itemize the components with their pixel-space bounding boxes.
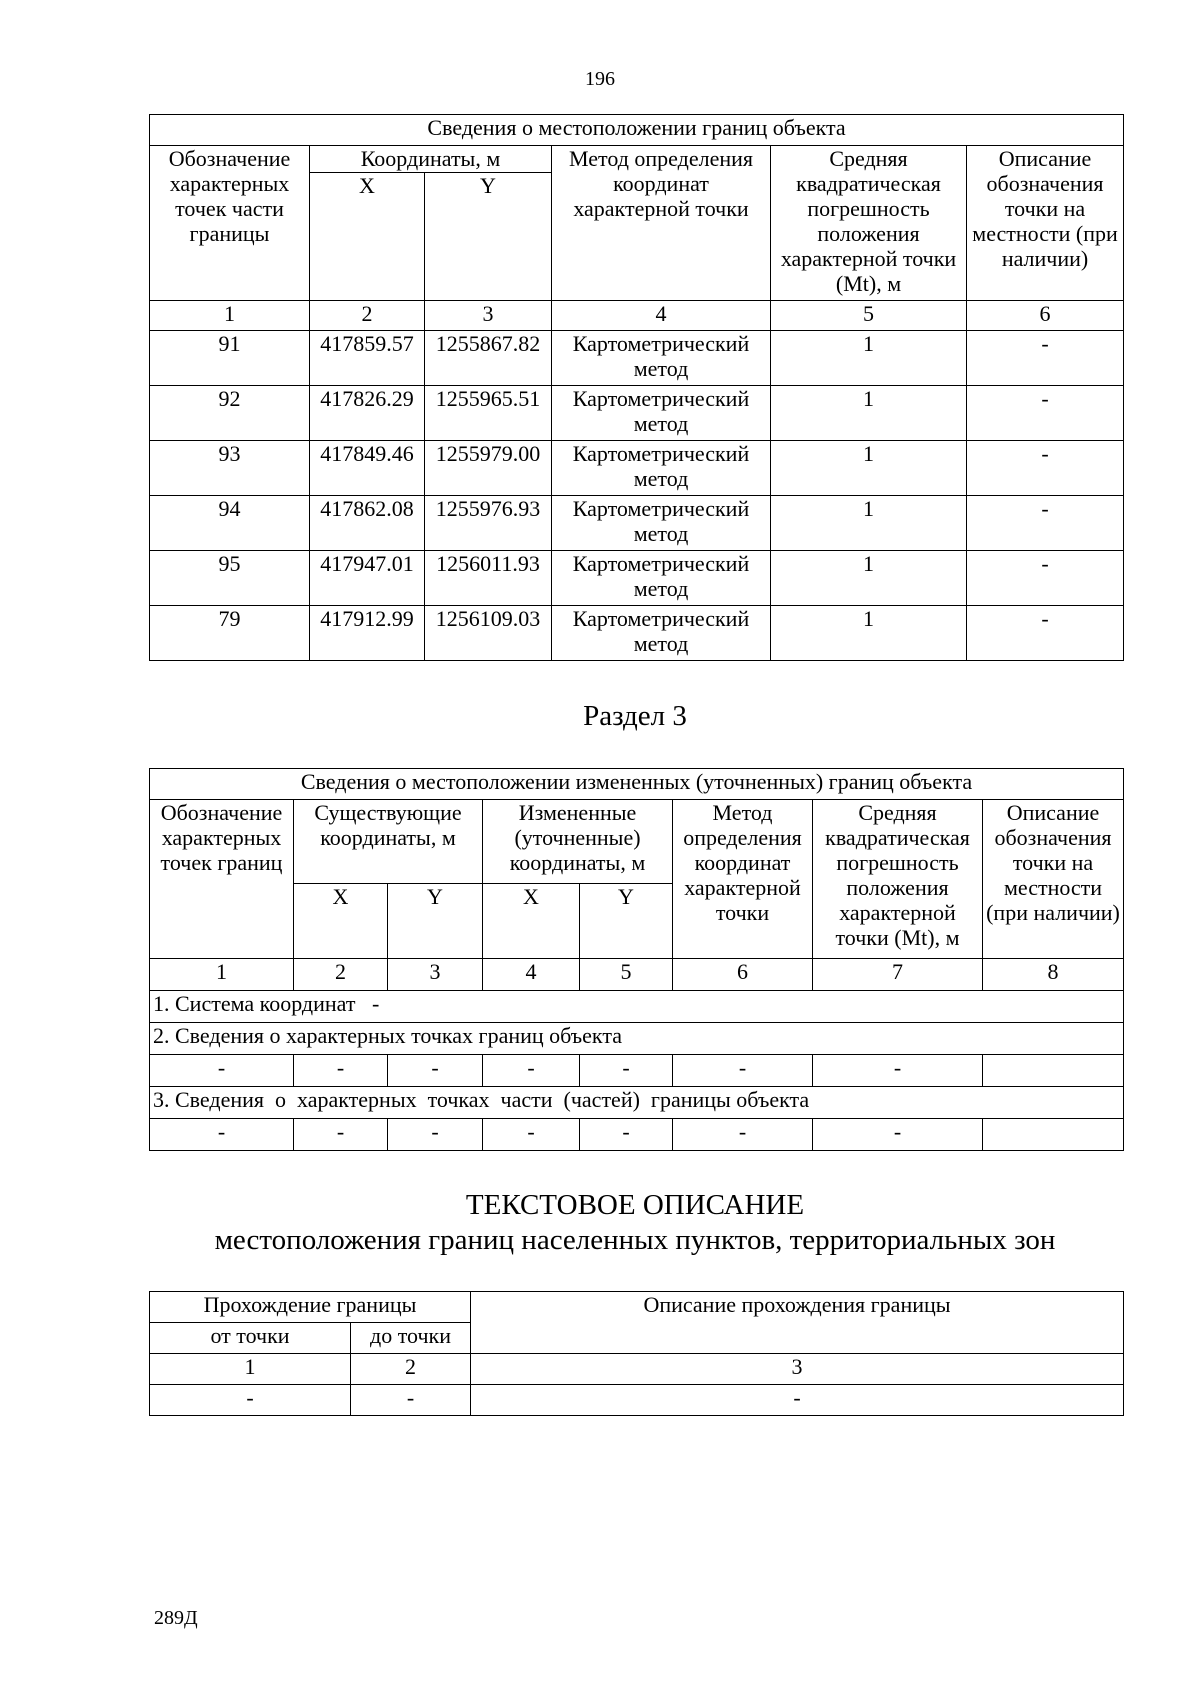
header-method: Метод определения координат характерной точки	[552, 146, 771, 301]
cell-description: -	[967, 606, 1124, 661]
cell-point: 79	[150, 606, 310, 661]
cell-error: 1	[771, 441, 967, 496]
cell: -	[294, 1055, 388, 1087]
footer-code: 289Д	[154, 1607, 198, 1629]
col-number: 5	[771, 301, 967, 331]
table-row	[150, 551, 1124, 606]
cell-description: -	[967, 331, 1124, 386]
cell-error: 1	[771, 606, 967, 661]
document-title: ТЕКСТОВОЕ ОПИСАНИЕ	[465, 1189, 805, 1221]
cell-error: 1	[771, 331, 967, 386]
cell-error: 1	[771, 551, 967, 606]
cell-x: 417862.08	[310, 496, 425, 551]
cell-point: 92	[150, 386, 310, 441]
cell: -	[483, 1055, 580, 1087]
cell-point: 93	[150, 441, 310, 496]
cell-method: Картометрический метод	[552, 606, 771, 661]
header-description: Описание обозначения точки на местности (при наличии)	[967, 146, 1124, 301]
header-designation: Обозначение характерных точек части границы	[150, 146, 310, 301]
cell: -	[388, 1119, 483, 1151]
col-number: 4	[552, 301, 771, 331]
col-number: 4	[483, 959, 580, 991]
col-number: 6	[673, 959, 813, 991]
cell: -	[813, 1119, 983, 1151]
header-designation: Обозначение характерных точек границ	[150, 800, 294, 959]
cell-x: 417826.29	[310, 386, 425, 441]
header-x: X	[310, 173, 425, 301]
cell-method: Картометрический метод	[552, 441, 771, 496]
col-number: 3	[388, 959, 483, 991]
col-number: 1	[150, 301, 310, 331]
cell-x: 417947.01	[310, 551, 425, 606]
col-number: 1	[150, 959, 294, 991]
cell-point: 94	[150, 496, 310, 551]
boundary-points-table	[149, 114, 1124, 661]
header-y: Y	[425, 173, 552, 301]
coordinate-system-row: 1. Система координат -	[150, 991, 1124, 1023]
cell: -	[150, 1055, 294, 1087]
cell: -	[673, 1055, 813, 1087]
col-number: 8	[983, 959, 1124, 991]
table-row	[150, 386, 1124, 441]
col-number: 3	[425, 301, 552, 331]
table-row	[150, 1119, 1124, 1151]
changed-boundaries-table	[149, 768, 1124, 1151]
cell-x: 417849.46	[310, 441, 425, 496]
table-row	[150, 331, 1124, 386]
col-number: 5	[580, 959, 673, 991]
cell	[983, 1055, 1124, 1087]
cell-description: -	[967, 386, 1124, 441]
header-y-changed: Y	[580, 883, 673, 958]
header-existing-coords: Существующие координаты, м	[294, 800, 483, 884]
cell: -	[294, 1119, 388, 1151]
table-row	[150, 606, 1124, 661]
cell-y: 1256109.03	[425, 606, 552, 661]
part-boundary-section-row: 3. Сведения о характерных точках части (частей) границы объекта	[150, 1087, 1124, 1119]
table-row	[150, 496, 1124, 551]
cell	[983, 1119, 1124, 1151]
header-to-point: до точки	[351, 1323, 471, 1354]
table-row	[150, 1385, 1124, 1416]
cell-error: 1	[771, 386, 967, 441]
col-number: 2	[310, 301, 425, 331]
table-row	[150, 1055, 1124, 1087]
cell-method: Картометрический метод	[552, 331, 771, 386]
cell: -	[351, 1385, 471, 1416]
cell: -	[483, 1119, 580, 1151]
cell-y: 1255976.93	[425, 496, 552, 551]
boundary-points-section-row: 2. Сведения о характерных точках границ объекта	[150, 1023, 1124, 1055]
section-title: Раздел 3	[583, 700, 687, 732]
col-number: 6	[967, 301, 1124, 331]
table1-title: Сведения о местоположении границ объекта	[150, 115, 1124, 146]
cell: -	[471, 1385, 1124, 1416]
boundary-description-table	[149, 1291, 1124, 1416]
header-description: Описание обозначения точки на местности (при наличии)	[983, 800, 1124, 959]
cell-point: 91	[150, 331, 310, 386]
cell-description: -	[967, 441, 1124, 496]
cell: -	[388, 1055, 483, 1087]
cell: -	[580, 1055, 673, 1087]
header-method: Метод определения координат характерной точки	[673, 800, 813, 959]
header-x-existing: X	[294, 883, 388, 958]
cell-y: 1255979.00	[425, 441, 552, 496]
col-number: 2	[351, 1354, 471, 1385]
col-number: 3	[471, 1354, 1124, 1385]
cell-x: 417859.57	[310, 331, 425, 386]
page-number: 196	[585, 68, 615, 90]
cell: -	[150, 1385, 351, 1416]
table2-title: Сведения о местоположении измененных (уточненных) границ объекта	[150, 769, 1124, 800]
header-coords: Координаты, м	[310, 146, 552, 173]
header-from-point: от точки	[150, 1323, 351, 1354]
cell: -	[673, 1119, 813, 1151]
document-subtitle: местоположения границ населенных пунктов, территориальных зон	[214, 1224, 1056, 1256]
cell: -	[813, 1055, 983, 1087]
cell-y: 1255965.51	[425, 386, 552, 441]
table-row	[150, 441, 1124, 496]
cell-point: 95	[150, 551, 310, 606]
cell-description: -	[967, 496, 1124, 551]
cell-y: 1255867.82	[425, 331, 552, 386]
cell-y: 1256011.93	[425, 551, 552, 606]
col-number: 1	[150, 1354, 351, 1385]
cell: -	[580, 1119, 673, 1151]
cell-description: -	[967, 551, 1124, 606]
header-error: Средняя квадратическая погрешность положения характерной точки (Mt), м	[813, 800, 983, 959]
cell-error: 1	[771, 496, 967, 551]
col-number: 2	[294, 959, 388, 991]
cell-method: Картометрический метод	[552, 496, 771, 551]
header-passage-description: Описание прохождения границы	[471, 1292, 1124, 1354]
cell-method: Картометрический метод	[552, 386, 771, 441]
cell: -	[150, 1119, 294, 1151]
cell-x: 417912.99	[310, 606, 425, 661]
header-error: Средняя квадратическая погрешность положения характерной точки (Mt), м	[771, 146, 967, 301]
cell-method: Картометрический метод	[552, 551, 771, 606]
header-changed-coords: Измененные (уточненные) координаты, м	[483, 800, 673, 884]
header-passage: Прохождение границы	[150, 1292, 471, 1323]
header-x-changed: X	[483, 883, 580, 958]
header-y-existing: Y	[388, 883, 483, 958]
col-number: 7	[813, 959, 983, 991]
